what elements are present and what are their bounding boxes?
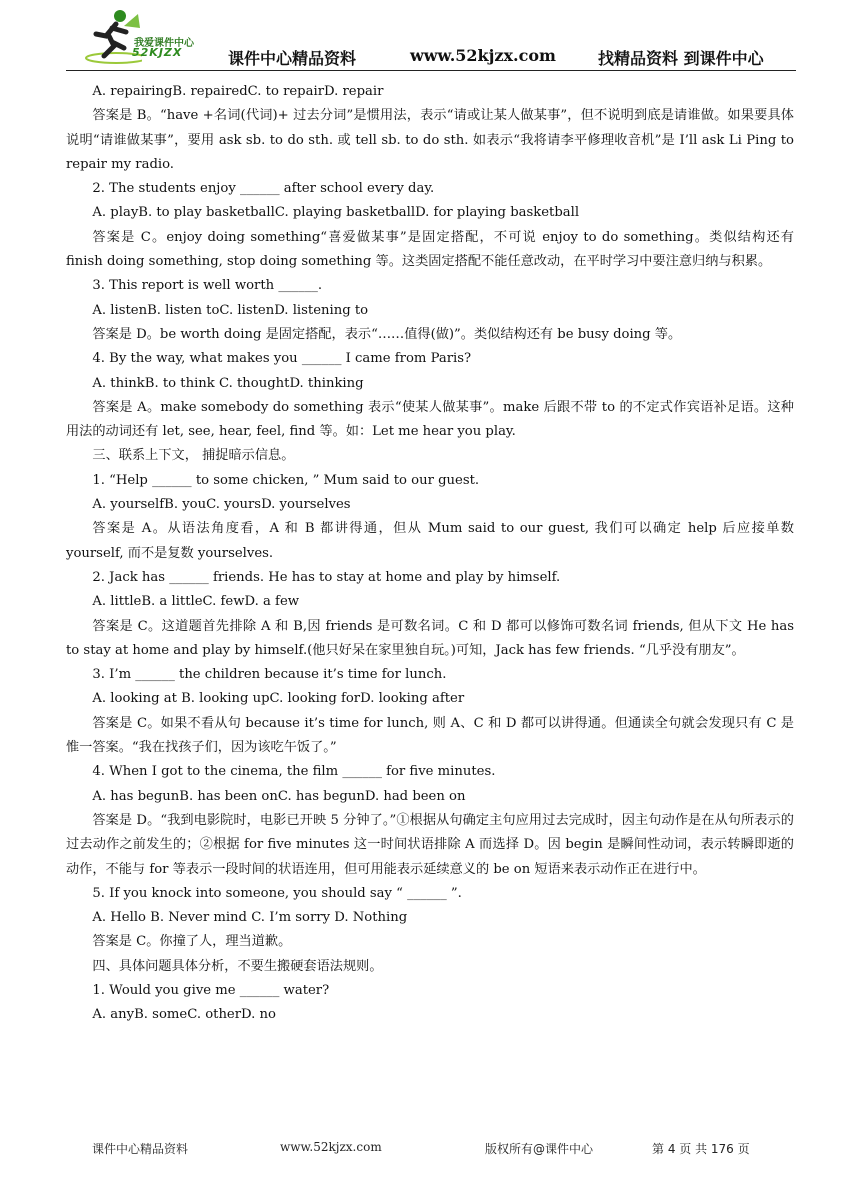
paragraph: 4. When I got to the cinema, the film ______ for five minutes. [92, 764, 496, 780]
paragraph: A. listenB. listen toC. listenD. listening to [92, 302, 369, 318]
paragraph: 答案是 B。“have +名词(代词)+ 过去分词”是惯用法，表示“请或让某人做某事”，但不说明到底是请谁做。如果要具体说明“请谁做某事”，要用 ask sb. to do sth. 或 tell sb. to do sth. 如表示“我将请李平修理收音机”是 I’ll ask Li Ping to repair my radio. [66, 108, 794, 172]
paragraph: 2. The students enjoy ______ after school every day. [92, 181, 435, 197]
header-left-title: 课件中心精品资料 [228, 49, 357, 68]
paragraph: A. yourselfB. youC. yoursD. yourselves [92, 497, 351, 513]
paragraph: 3. This report is well worth ______. [92, 278, 323, 294]
paragraph: A. repairingB. repairedC. to repairD. repair [92, 84, 384, 99]
paragraph: 答案是 A。make somebody do something 表示“使某人做某事”。make 后跟不带 to 的不定式作宾语补足语。这种用法的动词还有 let, see, hear, feel, find 等。如：Let me hear you play. [66, 399, 794, 440]
section-heading: 三、联系上下文， 捕捉暗示信息。 [92, 448, 295, 464]
paragraph: 答案是 D。be worth doing 是固定搭配，表示“……值得(做)”。类似结构还有 be busy doing 等。 [92, 326, 682, 342]
paragraph: A. littleB. a littleC. fewD. a few [92, 594, 300, 610]
paragraph: 答案是 C。这道题首先排除 A 和 B,因 friends 是可数名词。C 和 D 都可以修饰可数名词 friends, 但从下文 He has to stay at home and play by himself.(他只好呆在家里独自玩。)可知，Jack has few friends. “几乎没有朋友”。 [66, 618, 794, 658]
paragraph: A. looking at B. looking upC. looking forD. looking after [92, 691, 465, 707]
logo-chinese-text: 我爱课件中心 [134, 38, 194, 49]
page-header [0, 0, 860, 72]
paragraph: 2. Jack has ______ friends. He has to stay at home and play by himself. [92, 569, 561, 585]
paragraph: A. anyB. someC. otherD. no [92, 1007, 276, 1023]
paragraph: 答案是 C。如果不看从句 because it’s time for lunch, 则 A、C 和 D 都可以讲得通。但通读全句就会发现只有 C 是惟一答案。“我在找孩子们，因为该吃午饭了。” [66, 715, 794, 756]
paragraph: A. has begunB. has been onC. has begunD. had been on [92, 788, 466, 804]
header-divider [66, 70, 796, 71]
footer-left-text: 课件中心精品资料 [92, 1142, 189, 1156]
header-right-title: 找精品资料 到课件中心 [598, 49, 764, 68]
paragraph: 1. “Help ______ to some chicken, ” Mum said to our guest. [92, 472, 480, 488]
paragraph: 答案是 C。enjoy doing something“喜爱做某事”是固定搭配，不可说 enjoy to do something。类似结构还有 finish doing something, stop doing something 等。这类固定搭配不能任意改动，在平时学习中要注意归纳与积累。 [66, 229, 794, 270]
paragraph: 答案是 A。从语法角度看，A 和 B 都讲得通，但从 Mum said to our guest, 我们可以确定 help 后应接单数 yourself, 而不是复数 yourselves. [66, 521, 794, 561]
paragraph: A. playB. to play basketballC. playing basketballD. for playing basketball [92, 205, 580, 221]
logo-english-text: 52KJZX [132, 46, 183, 59]
paragraph: 5. If you knock into someone, you should say “ ______ ”. [92, 885, 462, 901]
document-body [66, 80, 794, 1028]
paragraph: A. Hello B. Never mind C. I’m sorry D. Nothing [92, 910, 408, 926]
section-heading: 四、具体问题具体分析，不要生搬硬套语法规则。 [92, 958, 383, 974]
paragraph: 4. By the way, what makes you ______ I came from Paris? [92, 351, 472, 367]
footer-site-url[interactable]: www.52kjzx.com [280, 1140, 382, 1154]
paragraph: 答案是 D。“我到电影院时，电影已开映 5 分钟了。”①根据从句确定主句应用过去完成时，因主句动作是在从句所表示的过去动作之前发生的；②根据 for five minutes 这一时间状语排除 A 而选择 D。因 begin 是瞬间性动词，表示转瞬即逝的动作，不能与 for 等表示一段时间的状语连用，但可用能表示延续意义的 be on 短语来表示动作正在进行中。 [66, 812, 794, 877]
paragraph: 3. I’m ______ the children because it’s time for lunch. [92, 667, 447, 683]
paragraph: 1. Would you give me ______ water? [92, 982, 330, 998]
footer-copyright: 版权所有@课件中心 [485, 1142, 594, 1156]
header-site-url[interactable]: www.52kjzx.com [410, 46, 556, 65]
paragraph: 答案是 C。你撞了人，理当道歉。 [92, 934, 292, 950]
page-footer [0, 1140, 860, 1160]
paragraph: A. thinkB. to think C. thoughtD. thinking [92, 375, 364, 391]
site-logo [82, 6, 212, 66]
footer-page-number: 第 4 页 共 176 页 [652, 1142, 750, 1156]
